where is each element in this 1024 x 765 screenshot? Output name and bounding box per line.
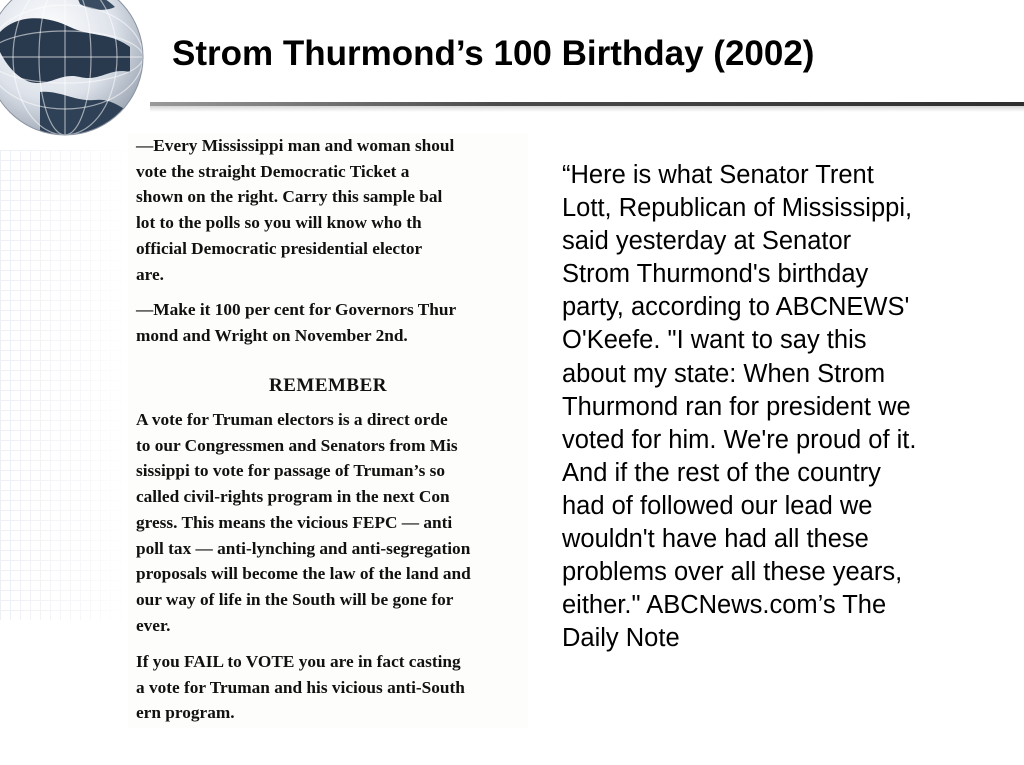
clipping-paragraph: —Make it 100 per cent for Governors Thur mond and Wright on November 2nd. xyxy=(136,300,457,345)
title-divider xyxy=(150,102,1024,112)
clipping-paragraph: —Every Mississippi man and woman shoul vote the straight Democratic Ticket a shown on the right. Carry this sample bal lot to the polls so you will know who th official Democratic presidential elector are. xyxy=(136,136,455,284)
slide-title: Strom Thurmond’s 100 Birthday (2002) xyxy=(172,34,815,73)
newspaper-clipping xyxy=(128,133,528,728)
clipping-heading: REMEMBER xyxy=(269,375,387,396)
decorative-grid-fade xyxy=(0,150,130,620)
clipping-paragraph: If you FAIL to VOTE you are in fact casting a vote for Truman and his vicious anti-South ern program. xyxy=(136,652,465,723)
clipping-paragraph: A vote for Truman electors is a direct orde to our Congressmen and Senators from Mis sissippi to vote for passage of Truman’s so called civil-rights program in the next Con gress. This means the vicious FEPC — anti poll tax — anti-lynching and anti-segregation proposals will become the law of the land and our way of life in the South will be gone for ever. xyxy=(136,410,471,635)
globe-icon xyxy=(0,0,150,142)
quote-text: “Here is what Senator Trent Lott, Republican of Mississippi, said yesterday at Senator Strom Thurmond's birthday party, according to ABCNEWS' O'Keefe. "I want to say this about my state: When Strom Thurmond ran for president we voted for him. We're proud of it. And if the rest of the country had of followed our lead we wouldn't have had all these problems over all these years, either." ABCNews.com’s The Daily Note xyxy=(562,161,917,653)
